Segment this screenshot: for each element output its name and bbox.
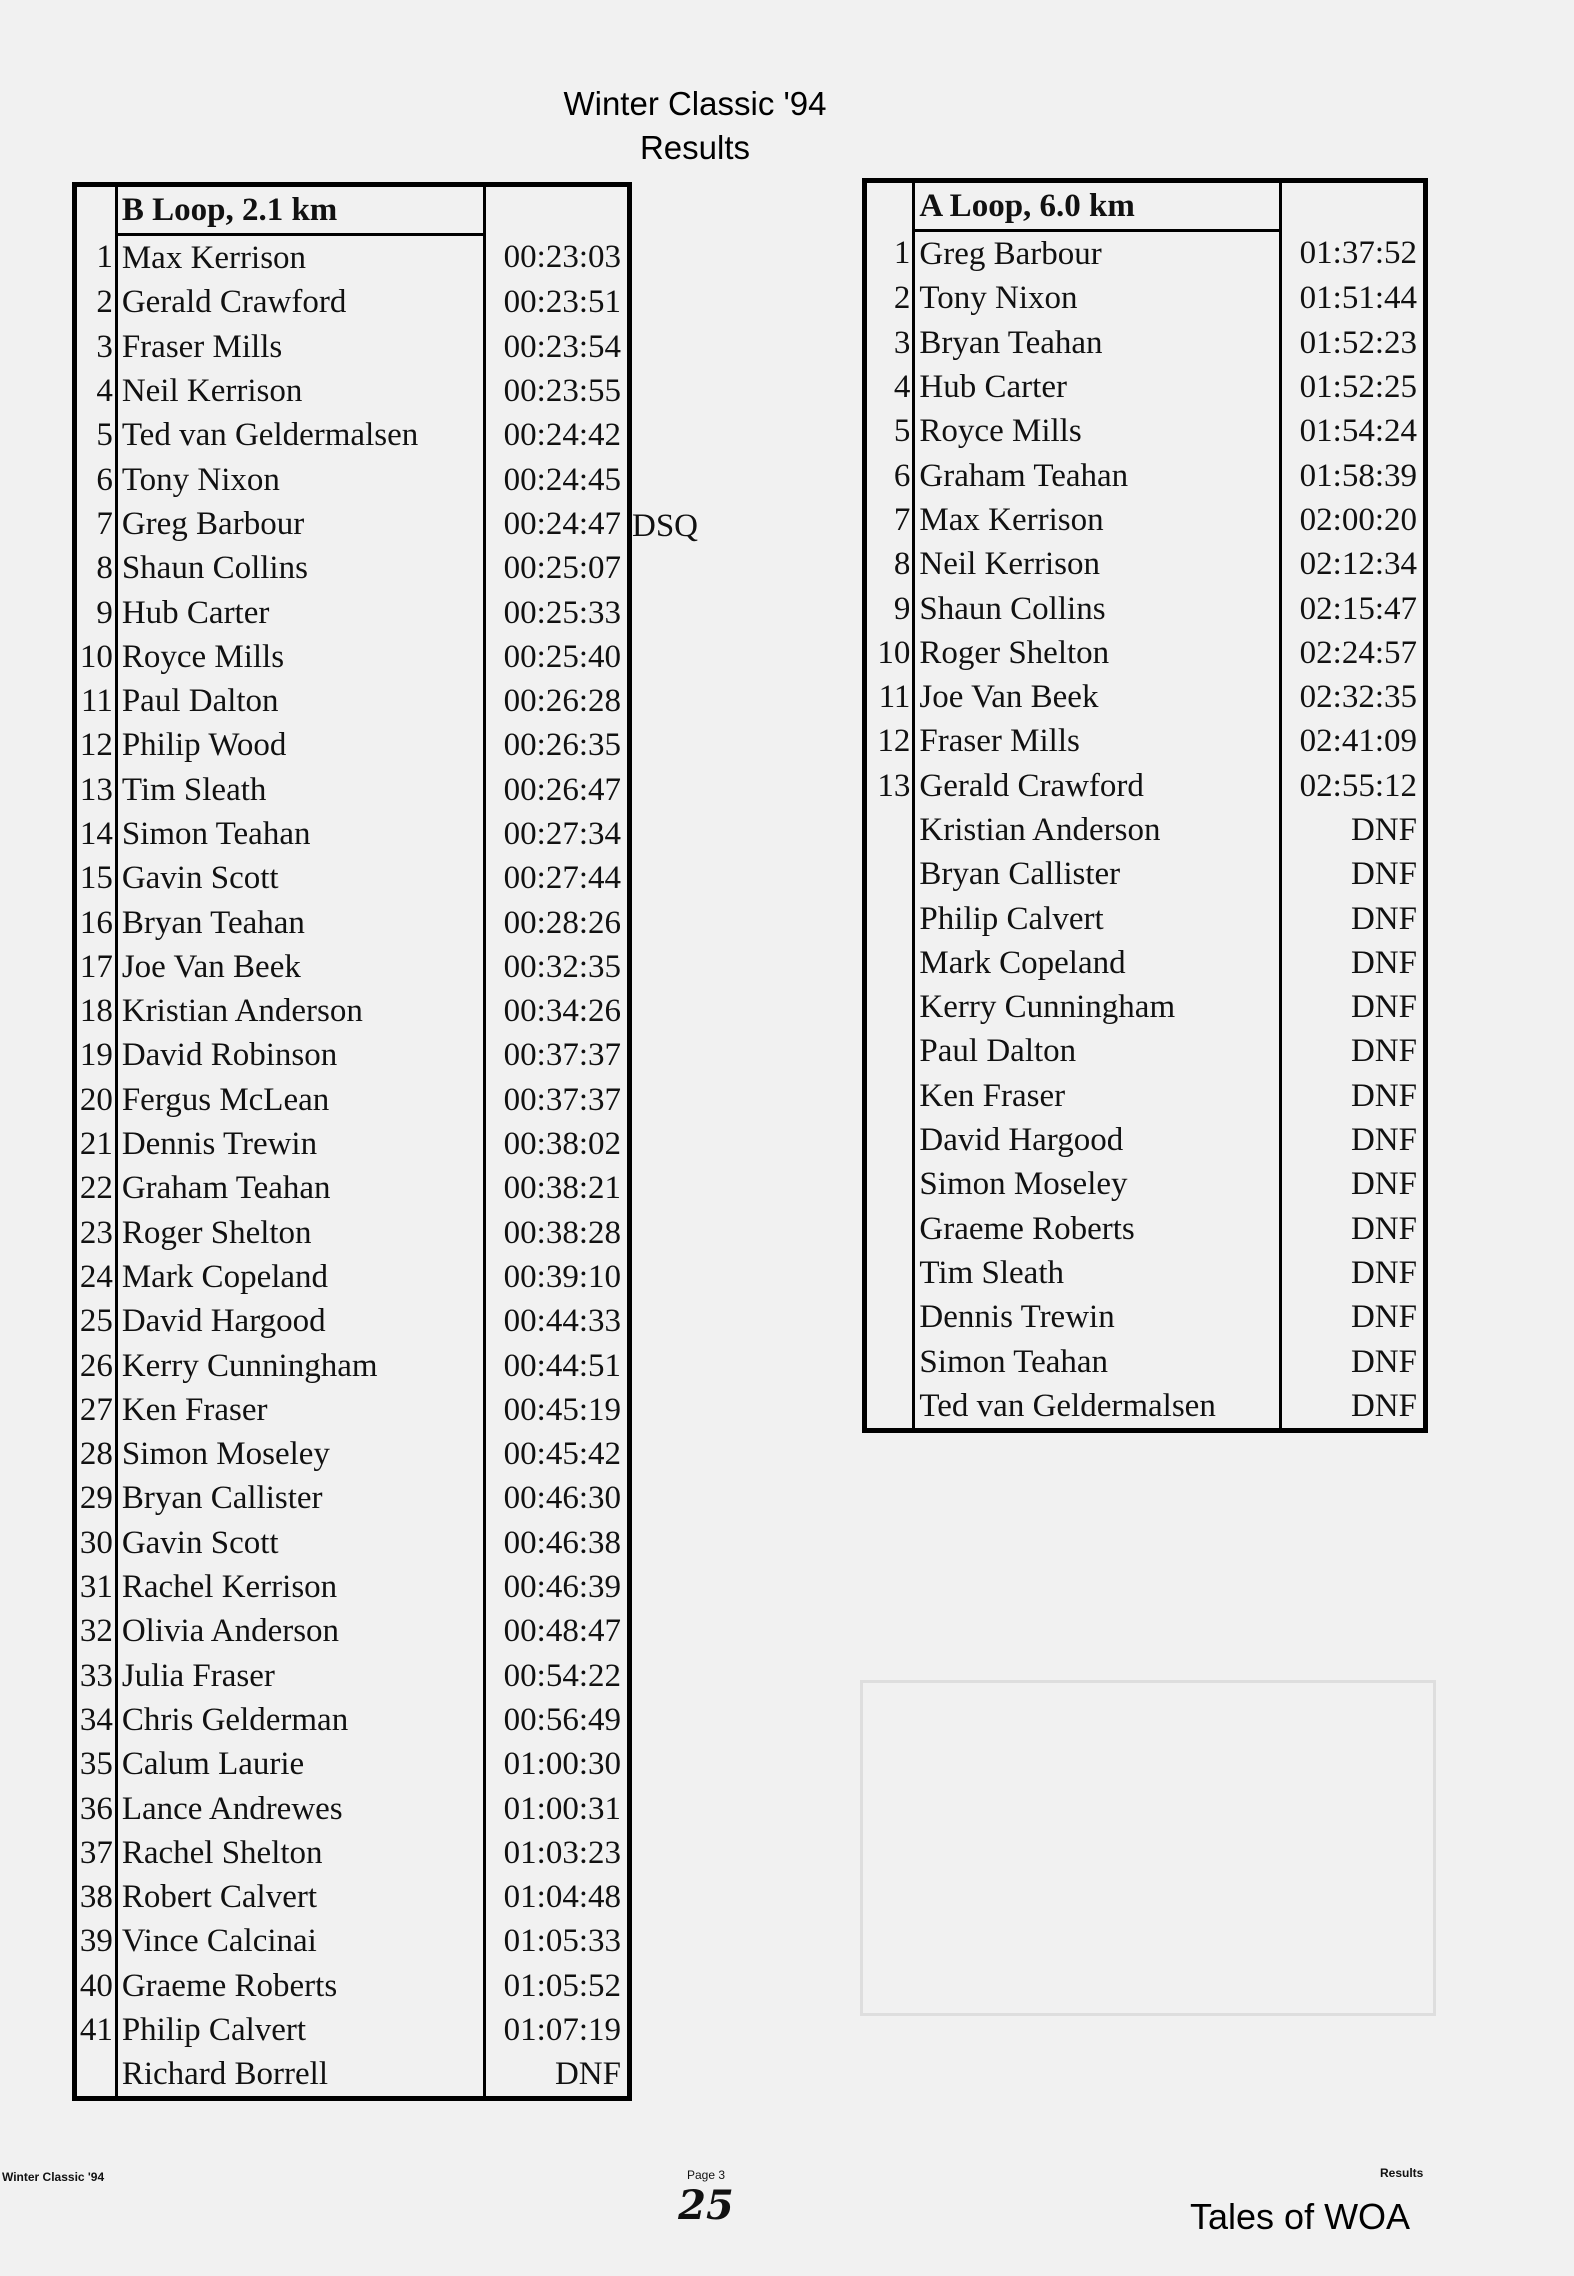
place-cell: 8 [865, 542, 914, 586]
name-cell: Max Kerrison [919, 501, 1104, 538]
name-cell: Tim Sleath [919, 1254, 1064, 1291]
time-cell: DNF [1280, 1251, 1425, 1295]
time-cell: 00:24:42 [485, 413, 630, 457]
place-cell [865, 1074, 914, 1118]
name-cell: Mark Copeland [121, 1258, 329, 1295]
place-cell: 8 [75, 546, 117, 590]
name-cell: Graeme Roberts [919, 1210, 1135, 1247]
place-cell [865, 1384, 914, 1431]
name-cell: Greg Barbour [121, 505, 305, 542]
place-cell: 38 [75, 1875, 117, 1919]
name-cell: Fergus McLean [121, 1081, 330, 1118]
place-cell: 1 [865, 231, 914, 277]
table-row [75, 1255, 630, 1299]
place-cell: 7 [865, 498, 914, 542]
name-cell: Dennis Trewin [919, 1299, 1115, 1336]
place-cell: 12 [865, 719, 914, 763]
place-cell [865, 1207, 914, 1251]
table-row [75, 1654, 630, 1698]
place-cell [865, 1029, 914, 1073]
page-title [500, 82, 890, 170]
place-cell: 6 [865, 453, 914, 497]
table-row [75, 590, 630, 634]
table-row [75, 1166, 630, 1210]
time-cell: 00:39:10 [485, 1255, 630, 1299]
place-cell: 31 [75, 1565, 117, 1609]
place-cell [75, 2052, 117, 2099]
table-row [75, 1521, 630, 1565]
place-cell: 34 [75, 1698, 117, 1742]
place-cell: 30 [75, 1521, 117, 1565]
time-cell: 00:27:34 [485, 812, 630, 856]
table-row [75, 1078, 630, 1122]
place-cell [865, 852, 914, 896]
name-cell: Bryan Teahan [121, 904, 305, 941]
place-cell: 1 [75, 235, 117, 281]
table-row [865, 276, 1426, 320]
table-row [75, 945, 630, 989]
table-row [75, 1122, 630, 1166]
table-row [75, 679, 630, 723]
name-cell: Royce Mills [121, 638, 285, 675]
name-cell: David Hargood [121, 1303, 326, 1340]
place-cell: 11 [865, 675, 914, 719]
table-header-row [75, 185, 630, 235]
name-cell: Shaun Collins [121, 550, 308, 587]
table-row [865, 1384, 1426, 1431]
name-cell: David Robinson [121, 1037, 338, 1074]
table-row [75, 413, 630, 457]
place-cell: 40 [75, 1964, 117, 2008]
table-row [75, 1786, 630, 1830]
name-cell: Robert Calvert [121, 1879, 318, 1916]
name-cell: Graeme Roberts [121, 1967, 338, 2004]
place-cell [865, 1295, 914, 1339]
name-cell: Paul Dalton [919, 1033, 1077, 1070]
table-header-row [865, 181, 1426, 231]
table-row [865, 409, 1426, 453]
time-cell: 00:26:28 [485, 679, 630, 723]
footer-page-label: Page 3 [686, 2168, 726, 2182]
time-cell: 00:38:21 [485, 1166, 630, 1210]
name-cell: Richard Borrell [121, 2056, 329, 2093]
table-row [865, 231, 1426, 277]
table-row [75, 900, 630, 944]
time-cell: 00:26:47 [485, 768, 630, 812]
time-cell: DNF [485, 2052, 630, 2099]
place-cell: 15 [75, 856, 117, 900]
time-cell: DNF [1280, 1295, 1425, 1339]
time-cell: 02:32:35 [1280, 675, 1425, 719]
table-row [865, 1295, 1426, 1339]
place-cell: 18 [75, 989, 117, 1033]
table-row [75, 546, 630, 590]
table-row [75, 502, 630, 546]
place-cell: 32 [75, 1609, 117, 1653]
table-row [865, 1339, 1426, 1383]
place-cell: 35 [75, 1742, 117, 1786]
place-cell: 37 [75, 1831, 117, 1875]
place-cell: 16 [75, 900, 117, 944]
table-row [865, 764, 1426, 808]
place-cell: 3 [75, 325, 117, 369]
name-cell: Chris Gelderman [121, 1701, 349, 1738]
time-cell: 00:25:40 [485, 635, 630, 679]
table-row [75, 280, 630, 324]
time-cell: 02:41:09 [1280, 719, 1425, 763]
name-cell: Graham Teahan [121, 1170, 331, 1207]
place-cell: 11 [75, 679, 117, 723]
table-row [75, 1388, 630, 1432]
time-cell: 01:07:19 [485, 2008, 630, 2052]
name-cell: Tim Sleath [121, 771, 267, 808]
time-cell: 01:04:48 [485, 1875, 630, 1919]
time-cell: DNF [1280, 1384, 1425, 1431]
table-row [75, 856, 630, 900]
place-cell: 2 [865, 276, 914, 320]
name-cell: Hub Carter [919, 369, 1067, 406]
table-row [865, 1029, 1426, 1073]
name-cell: Rachel Shelton [121, 1834, 323, 1871]
time-cell: 01:05:52 [485, 1964, 630, 2008]
time-cell: 01:51:44 [1280, 276, 1425, 320]
place-cell: 12 [75, 723, 117, 767]
time-cell: 00:54:22 [485, 1654, 630, 1698]
time-cell: DNF [1280, 1162, 1425, 1206]
name-cell: Hub Carter [121, 594, 270, 631]
name-cell: Tony Nixon [919, 280, 1078, 317]
name-cell: Mark Copeland [919, 944, 1126, 981]
name-cell: Rachel Kerrison [121, 1569, 338, 1606]
place-cell: 5 [865, 409, 914, 453]
table-row [865, 675, 1426, 719]
time-cell: DNF [1280, 808, 1425, 852]
name-cell: Philip Wood [121, 727, 287, 764]
time-cell: 01:00:30 [485, 1742, 630, 1786]
name-cell: Neil Kerrison [121, 373, 303, 410]
name-cell: Gerald Crawford [121, 284, 347, 321]
table-row [75, 1698, 630, 1742]
name-cell: Kerry Cunningham [919, 989, 1176, 1026]
table-row [75, 1033, 630, 1077]
b-loop-header: B Loop, 2.1 km [116, 185, 484, 235]
name-cell: Joe Van Beek [919, 679, 1099, 716]
name-cell: Gavin Scott [121, 1524, 279, 1561]
place-cell: 26 [75, 1343, 117, 1387]
time-cell: 02:00:20 [1280, 498, 1425, 542]
place-cell: 21 [75, 1122, 117, 1166]
time-cell: DNF [1280, 985, 1425, 1029]
table-row [865, 985, 1426, 1029]
place-cell: 41 [75, 2008, 117, 2052]
table-row [75, 2052, 630, 2099]
b-loop-results-table [72, 182, 632, 2101]
time-cell: DNF [1280, 1207, 1425, 1251]
dsq-note: DSQ [632, 508, 699, 544]
table-row [75, 768, 630, 812]
name-cell: Bryan Teahan [919, 324, 1103, 361]
table-row [75, 1831, 630, 1875]
table-row [865, 1118, 1426, 1162]
name-cell: Olivia Anderson [121, 1613, 340, 1650]
table-row [75, 1476, 630, 1520]
table-row [865, 498, 1426, 542]
table-row [75, 1964, 630, 2008]
table-row [75, 635, 630, 679]
name-cell: Simon Teahan [919, 1343, 1109, 1380]
place-cell: 27 [75, 1388, 117, 1432]
name-cell: Lance Andrewes [121, 1790, 343, 1827]
time-cell: 02:12:34 [1280, 542, 1425, 586]
name-cell: Paul Dalton [121, 683, 279, 720]
place-cell: 33 [75, 1654, 117, 1698]
place-cell: 22 [75, 1166, 117, 1210]
time-cell: DNF [1280, 941, 1425, 985]
name-cell: Simon Teahan [121, 816, 311, 852]
name-cell: Dennis Trewin [121, 1126, 318, 1163]
name-cell: Ted van Geldermalsen [121, 417, 419, 454]
table-row [75, 1919, 630, 1963]
place-cell [865, 985, 914, 1029]
name-cell: Max Kerrison [121, 240, 307, 277]
place-cell: 13 [75, 768, 117, 812]
table-row [75, 1609, 630, 1653]
place-cell: 6 [75, 457, 117, 501]
time-cell: 00:46:30 [485, 1476, 630, 1520]
time-cell: DNF [1280, 896, 1425, 940]
title-line-2: Results [639, 129, 751, 166]
time-cell: 00:44:51 [485, 1343, 630, 1387]
name-cell: Royce Mills [919, 413, 1082, 450]
table-row [75, 1432, 630, 1476]
name-cell: Fraser Mills [919, 723, 1080, 760]
time-cell: 01:00:31 [485, 1786, 630, 1830]
name-cell: Joe Van Beek [121, 948, 301, 985]
name-cell: Gavin Scott [121, 860, 279, 897]
place-cell: 14 [75, 812, 117, 856]
place-cell: 2 [75, 280, 117, 324]
time-cell: 00:38:28 [485, 1211, 630, 1255]
time-cell: 01:37:52 [1280, 231, 1425, 277]
place-cell: 29 [75, 1476, 117, 1520]
table-row [865, 542, 1426, 586]
a-loop-header: A Loop, 6.0 km [914, 181, 1281, 231]
table-row [75, 812, 630, 856]
table-row [865, 453, 1426, 497]
table-row [865, 1207, 1426, 1251]
time-cell: 00:48:47 [485, 1609, 630, 1653]
table-row [865, 586, 1426, 630]
place-cell: 28 [75, 1432, 117, 1476]
name-cell: Roger Shelton [919, 634, 1110, 671]
table-row [865, 852, 1426, 896]
time-cell: 01:52:23 [1280, 321, 1425, 365]
name-cell: Gerald Crawford [919, 767, 1144, 804]
place-cell: 3 [865, 321, 914, 365]
time-cell: 02:24:57 [1280, 631, 1425, 675]
time-cell: 00:23:03 [485, 235, 630, 281]
place-cell [865, 896, 914, 940]
time-cell: 00:26:35 [485, 723, 630, 767]
table-row [75, 1299, 630, 1343]
name-cell: Simon Moseley [919, 1166, 1128, 1203]
footer-section-label: Results [1380, 2166, 1424, 2180]
name-cell: Bryan Callister [919, 856, 1121, 893]
footer-event-name: Winter Classic '94 [2, 2170, 105, 2184]
table-row [865, 1251, 1426, 1295]
place-cell: 24 [75, 1255, 117, 1299]
table-row [865, 719, 1426, 763]
name-cell: Graham Teahan [919, 457, 1129, 494]
table-row [75, 235, 630, 281]
name-cell: Julia Fraser [121, 1657, 275, 1694]
name-cell: Kerry Cunningham [121, 1347, 378, 1384]
time-cell: 00:38:02 [485, 1122, 630, 1166]
place-cell: 5 [75, 413, 117, 457]
place-cell: 9 [75, 590, 117, 634]
place-cell [865, 941, 914, 985]
name-cell: Bryan Callister [121, 1480, 323, 1517]
place-cell: 17 [75, 945, 117, 989]
name-cell: Kristian Anderson [121, 993, 363, 1030]
table-row [865, 896, 1426, 940]
time-cell: 00:24:47 [485, 502, 630, 546]
place-cell: 36 [75, 1786, 117, 1830]
place-cell: 25 [75, 1299, 117, 1343]
table-row [75, 457, 630, 501]
table-row [75, 723, 630, 767]
name-cell: Fraser Mills [121, 328, 283, 365]
time-cell: 00:44:33 [485, 1299, 630, 1343]
time-cell: 01:54:24 [1280, 409, 1425, 453]
table-row [75, 1343, 630, 1387]
time-cell: 01:05:33 [485, 1919, 630, 1963]
name-cell: Vince Calcinai [121, 1923, 317, 1960]
time-cell: DNF [1280, 852, 1425, 896]
time-cell: 00:28:26 [485, 900, 630, 944]
time-cell: 02:55:12 [1280, 764, 1425, 808]
handwritten-page-number: 25 [678, 2182, 734, 2229]
time-cell: 00:46:38 [485, 1521, 630, 1565]
table-row [75, 1742, 630, 1786]
name-cell: Tony Nixon [121, 461, 280, 498]
time-cell: 01:58:39 [1280, 453, 1425, 497]
name-cell: Ken Fraser [919, 1077, 1066, 1114]
place-cell: 13 [865, 764, 914, 808]
time-cell: 00:37:37 [485, 1033, 630, 1077]
place-cell: 10 [75, 635, 117, 679]
name-cell: Neil Kerrison [919, 546, 1100, 583]
place-cell: 19 [75, 1033, 117, 1077]
name-cell: Roger Shelton [121, 1214, 312, 1251]
time-cell: 00:24:45 [485, 457, 630, 501]
name-cell: David Hargood [919, 1122, 1124, 1159]
place-cell: 7 [75, 502, 117, 546]
place-cell [865, 808, 914, 852]
place-cell [865, 1162, 914, 1206]
time-cell: DNF [1280, 1118, 1425, 1162]
place-cell: 20 [75, 1078, 117, 1122]
name-cell: Kristian Anderson [919, 812, 1161, 848]
time-cell: 00:34:26 [485, 989, 630, 1033]
table-row [75, 1565, 630, 1609]
table-row [75, 369, 630, 413]
time-cell: 00:25:33 [485, 590, 630, 634]
place-cell [865, 1339, 914, 1383]
table-row [75, 325, 630, 369]
time-cell: 00:46:39 [485, 1565, 630, 1609]
name-cell: Ken Fraser [121, 1391, 268, 1428]
place-cell [865, 1251, 914, 1295]
table-row [865, 941, 1426, 985]
time-cell: DNF [1280, 1074, 1425, 1118]
name-cell: Simon Moseley [121, 1436, 330, 1473]
name-cell: Shaun Collins [919, 590, 1106, 627]
place-cell: 39 [75, 1919, 117, 1963]
name-cell: Calum Laurie [121, 1746, 305, 1783]
time-cell: DNF [1280, 1029, 1425, 1073]
bleed-through-table [860, 1680, 1436, 2016]
time-cell: 00:25:07 [485, 546, 630, 590]
table-row [865, 1074, 1426, 1118]
place-cell: 10 [865, 631, 914, 675]
place-cell: 23 [75, 1211, 117, 1255]
table-row [865, 808, 1426, 852]
time-cell: 00:56:49 [485, 1698, 630, 1742]
table-row [865, 321, 1426, 365]
name-cell: Philip Calvert [121, 2012, 307, 2049]
time-cell: 01:03:23 [485, 1831, 630, 1875]
time-cell: 00:27:44 [485, 856, 630, 900]
time-cell: 00:45:42 [485, 1432, 630, 1476]
place-cell: 4 [75, 369, 117, 413]
time-cell: 01:52:25 [1280, 365, 1425, 409]
time-cell: 00:32:35 [485, 945, 630, 989]
table-row [75, 989, 630, 1033]
title-line-1: Winter Classic '94 [563, 85, 827, 122]
name-cell: Ted van Geldermalsen [919, 1387, 1216, 1424]
place-cell: 4 [865, 365, 914, 409]
table-row [865, 365, 1426, 409]
footer-publication: Tales of WOA [1190, 2196, 1411, 2237]
time-cell: 00:23:55 [485, 369, 630, 413]
name-cell: Philip Calvert [919, 900, 1104, 937]
name-cell: Greg Barbour [919, 236, 1102, 273]
time-cell: 00:23:54 [485, 325, 630, 369]
time-cell: DNF [1280, 1339, 1425, 1383]
time-cell: 00:37:37 [485, 1078, 630, 1122]
time-cell: 02:15:47 [1280, 586, 1425, 630]
table-row [75, 1211, 630, 1255]
time-cell: 00:45:19 [485, 1388, 630, 1432]
place-cell: 9 [865, 586, 914, 630]
table-row [75, 1875, 630, 1919]
table-row [75, 2008, 630, 2052]
a-loop-results-table [862, 178, 1428, 1433]
place-cell [865, 1118, 914, 1162]
time-cell: 00:23:51 [485, 280, 630, 324]
table-row [865, 631, 1426, 675]
table-row [865, 1162, 1426, 1206]
